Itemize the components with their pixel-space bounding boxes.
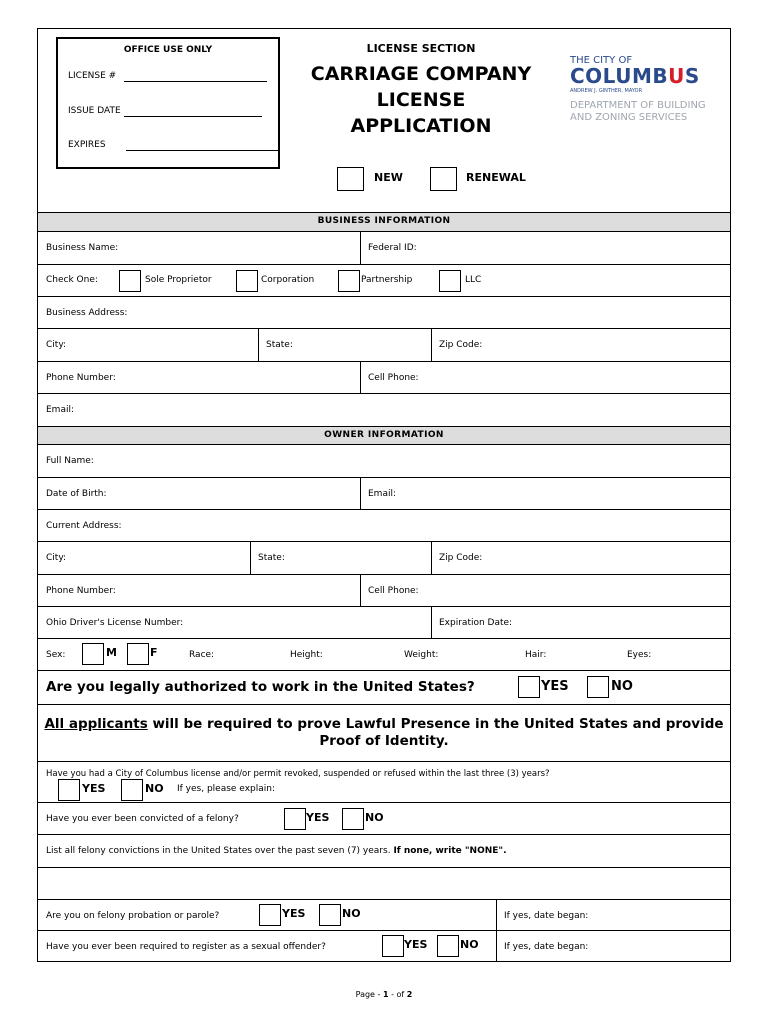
- business-name-label: Business Name:: [46, 243, 119, 253]
- footer-dash-2: -: [391, 990, 394, 999]
- sex-f-label: F: [150, 646, 158, 659]
- form-title-line3: APPLICATION: [350, 115, 492, 137]
- felony-list-entry-row[interactable]: [38, 867, 730, 899]
- all-applicants-text: All applicants: [44, 716, 148, 732]
- probation-date-began-label: If yes, date began:: [504, 911, 589, 921]
- physical-description-row: [38, 638, 730, 670]
- federal-id-label: Federal ID:: [368, 243, 417, 253]
- offender-no-checkbox[interactable]: [437, 935, 459, 957]
- license-section-label: LICENSE SECTION: [366, 42, 476, 55]
- corporation-checkbox[interactable]: [236, 270, 258, 292]
- offender-yes-checkbox[interactable]: [382, 935, 404, 957]
- sex-f-checkbox[interactable]: [127, 643, 149, 665]
- logo-mayor: ANDREW J. GINTHER, MAYOR: [570, 88, 643, 94]
- felony-question: Have you ever been convicted of a felony?: [46, 814, 239, 824]
- partnership-checkbox[interactable]: [338, 270, 360, 292]
- felony-no-checkbox[interactable]: [342, 808, 364, 830]
- felony-list-text: List all felony convictions in the United States over the past seven (7) years.: [46, 846, 391, 856]
- license-revoked-question: Have you had a City of Columbus license and/or permit revoked, suspended or refused within the last three (3) years?: [46, 769, 550, 779]
- owner-section-header: OWNER INFORMATION: [38, 426, 730, 444]
- new-label: NEW: [374, 171, 403, 184]
- felony-list-instruction: [46, 846, 507, 856]
- work-authorization-row: [38, 670, 730, 704]
- license-number-field[interactable]: [124, 81, 267, 82]
- logo-dept1: DEPARTMENT OF BUILDING: [570, 100, 706, 111]
- lawful-presence-notice: [42, 716, 726, 750]
- logo-columbus: COLUMBUS: [570, 64, 700, 88]
- authorized-no-label: NO: [611, 679, 633, 694]
- business-address-label: Business Address:: [46, 308, 128, 318]
- expires-label: EXPIRES: [68, 140, 106, 150]
- sex-m-label: M: [106, 646, 117, 659]
- owner-city-row: [38, 541, 730, 574]
- form-title-line2: LICENSE: [376, 89, 466, 111]
- lawful-presence-text1: will be required to prove Lawful Presence in the United States and provide: [147, 716, 724, 732]
- felony-yes-checkbox[interactable]: [284, 808, 306, 830]
- authorized-no-checkbox[interactable]: [587, 676, 609, 698]
- eyes-label: Eyes:: [627, 650, 652, 660]
- business-email-label: Email:: [46, 405, 75, 415]
- expires-field[interactable]: [126, 150, 278, 151]
- probation-yes-label: YES: [282, 907, 306, 920]
- new-checkbox[interactable]: [337, 167, 364, 191]
- business-zip-label: Zip Code:: [439, 340, 483, 350]
- expiration-date-label: Expiration Date:: [439, 618, 513, 628]
- offender-yes-label: YES: [404, 938, 428, 951]
- work-authorization-question: Are you legally authorized to work in the United States?: [46, 679, 475, 695]
- business-phone-row: [38, 361, 730, 393]
- renewal-checkbox[interactable]: [430, 167, 457, 191]
- sex-offender-row: [38, 930, 730, 962]
- renewal-label: RENEWAL: [466, 171, 526, 184]
- probation-question: Are you on felony probation or parole?: [46, 911, 220, 921]
- application-form: [37, 28, 731, 962]
- owner-address-label: Current Address:: [46, 521, 122, 531]
- sole-proprietor-label: Sole Proprietor: [145, 275, 212, 285]
- office-use-title: OFFICE USE ONLY: [123, 45, 213, 55]
- owner-phone-label: Phone Number:: [46, 586, 116, 596]
- business-name-row: [38, 231, 730, 264]
- revoked-yes-label: YES: [82, 782, 106, 795]
- felony-row: [38, 802, 730, 834]
- business-phone-label: Phone Number:: [46, 373, 116, 383]
- hair-label: Hair:: [525, 650, 547, 660]
- city-logo: [570, 55, 735, 145]
- license-number-label: LICENSE #: [68, 71, 117, 81]
- partnership-label: Partnership: [361, 275, 413, 285]
- footer-page-total: 2: [406, 990, 413, 999]
- owner-cell-label: Cell Phone:: [368, 586, 419, 596]
- authorized-yes-label: YES: [541, 679, 569, 694]
- check-one-label: Check One:: [46, 275, 98, 285]
- llc-checkbox[interactable]: [439, 270, 461, 292]
- owner-full-name-label: Full Name:: [46, 456, 94, 466]
- owner-name-row: [38, 444, 730, 477]
- business-cell-label: Cell Phone:: [368, 373, 419, 383]
- logo-dept2: AND ZONING SERVICES: [570, 112, 688, 123]
- business-section-header: BUSINESS INFORMATION: [38, 212, 730, 231]
- corporation-label: Corporation: [261, 275, 315, 285]
- logo-city-of: THE CITY OF: [570, 55, 633, 66]
- entity-type-row: [38, 264, 730, 296]
- sole-proprietor-checkbox[interactable]: [119, 270, 141, 292]
- owner-address-row: [38, 509, 730, 541]
- felony-yes-label: YES: [306, 811, 330, 824]
- office-use-box: [56, 37, 280, 169]
- sex-m-checkbox[interactable]: [82, 643, 104, 665]
- revoked-no-checkbox[interactable]: [121, 779, 143, 801]
- owner-email-label: Email:: [368, 489, 397, 499]
- owner-dob-label: Date of Birth:: [46, 489, 107, 499]
- footer-page-number: 1: [382, 990, 389, 999]
- probation-yes-checkbox[interactable]: [259, 904, 281, 926]
- drivers-license-label: Ohio Driver's License Number:: [46, 618, 184, 628]
- felony-list-none: If none, write "NONE".: [393, 846, 507, 856]
- revoked-no-label: NO: [145, 782, 164, 795]
- footer-page-label: Page: [355, 990, 375, 999]
- business-email-row: [38, 393, 730, 426]
- offender-date-began-label: If yes, date began:: [504, 942, 589, 952]
- business-city-row: [38, 328, 730, 361]
- owner-state-label: State:: [258, 553, 285, 563]
- race-label: Race:: [189, 650, 215, 660]
- form-title-line1: CARRIAGE COMPANY: [310, 63, 532, 85]
- revoked-explain-label: If yes, please explain:: [177, 784, 275, 794]
- footer-of-label: of: [396, 990, 405, 999]
- owner-dob-row: [38, 477, 730, 509]
- sex-offender-question: Have you ever been required to register as a sexual offender?: [46, 942, 326, 952]
- height-label: Height:: [290, 650, 323, 660]
- felony-list-row: [38, 834, 730, 867]
- drivers-license-row: [38, 606, 730, 638]
- probation-row: [38, 899, 730, 930]
- probation-no-checkbox[interactable]: [319, 904, 341, 926]
- llc-label: LLC: [465, 275, 482, 285]
- owner-city-label: City:: [46, 553, 67, 563]
- page-footer: [0, 990, 768, 999]
- felony-no-label: NO: [365, 811, 384, 824]
- business-city-label: City:: [46, 340, 67, 350]
- revoked-yes-checkbox[interactable]: [58, 779, 80, 801]
- sex-label: Sex:: [46, 650, 66, 660]
- lawful-presence-row: [38, 704, 730, 761]
- weight-label: Weight:: [404, 650, 439, 660]
- owner-zip-label: Zip Code:: [439, 553, 483, 563]
- lawful-presence-text2: Proof of Identity.: [319, 733, 449, 749]
- authorized-yes-checkbox[interactable]: [518, 676, 540, 698]
- footer-dash-1: -: [377, 990, 381, 999]
- issue-date-field[interactable]: [124, 116, 262, 117]
- probation-no-label: NO: [342, 907, 361, 920]
- offender-no-label: NO: [460, 938, 479, 951]
- issue-date-label: ISSUE DATE: [68, 106, 121, 116]
- business-state-label: State:: [266, 340, 293, 350]
- business-address-row: [38, 296, 730, 328]
- owner-phone-row: [38, 574, 730, 606]
- license-revoked-row: [38, 761, 730, 802]
